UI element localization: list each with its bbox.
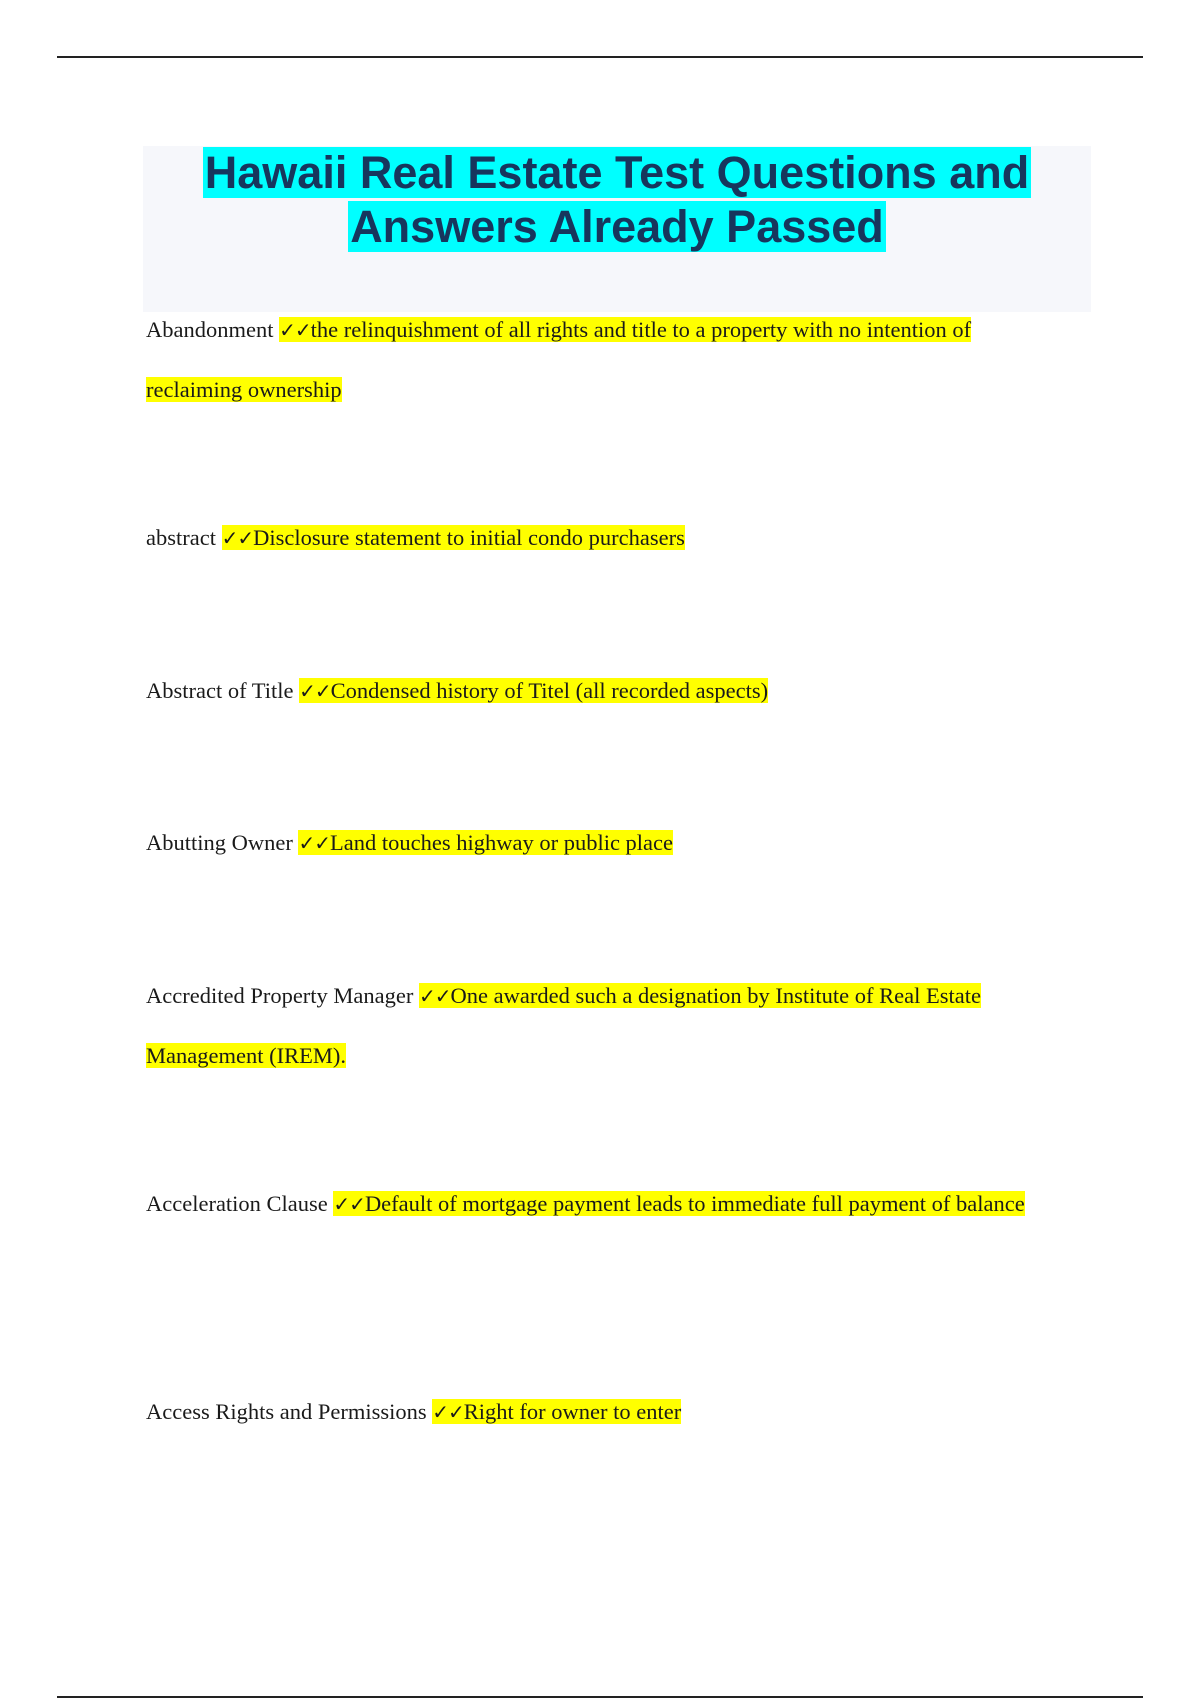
check-mark-icon: ✓✓	[333, 1192, 365, 1216]
title-line-1: Hawaii Real Estate Test Questions and	[204, 147, 1030, 198]
entry-term: Abutting Owner	[146, 830, 293, 855]
entry-answer-text: Right for owner to enter	[463, 1399, 682, 1424]
glossary-entry	[146, 300, 1066, 420]
entry-answer-text: Default of mortgage payment leads to immediate full payment of balance	[364, 1191, 1025, 1216]
footer-rule	[57, 1696, 1143, 1698]
check-mark-icon: ✓✓	[299, 679, 331, 703]
entry-answer-text: Land touches highway or public place	[330, 830, 674, 855]
entry-answer	[333, 1191, 1024, 1216]
glossary-entry	[146, 1174, 1066, 1234]
header-rule	[57, 56, 1143, 58]
entry-term: Abstract of Title	[146, 678, 294, 703]
page-title	[143, 146, 1091, 254]
glossary-entry	[146, 1382, 1066, 1442]
title-block	[143, 146, 1091, 312]
glossary-entry	[146, 966, 1066, 1086]
entry-answer-text: Disclosure statement to initial condo purchasers	[253, 525, 685, 550]
entry-term: Access Rights and Permissions	[146, 1399, 427, 1424]
check-mark-icon: ✓✓	[298, 831, 330, 855]
entry-term: Abandonment	[146, 317, 274, 342]
title-line-2: Answers Already Passed	[350, 201, 884, 252]
check-mark-icon: ✓✓	[279, 318, 311, 342]
entry-answer-text: Condensed history of Titel (all recorded aspects)	[330, 678, 769, 703]
entry-term: abstract	[146, 525, 216, 550]
glossary-entry	[146, 661, 1066, 721]
entry-answer	[298, 830, 673, 855]
check-mark-icon: ✓✓	[419, 984, 451, 1008]
entry-answer	[432, 1399, 681, 1424]
entry-term: Accredited Property Manager	[146, 983, 414, 1008]
entry-answer-text: the relinquishment of all rights and title to a property with no intention of reclaiming ownership	[146, 317, 972, 402]
entry-answer	[222, 525, 685, 550]
check-mark-icon: ✓✓	[221, 526, 254, 550]
glossary-entry	[146, 508, 1066, 568]
entry-term: Acceleration Clause	[146, 1191, 328, 1216]
entry-answer	[299, 678, 768, 703]
check-mark-icon: ✓✓	[432, 1400, 464, 1424]
glossary-entry	[146, 813, 1066, 873]
entry-answer-text: One awarded such a designation by Institute of Real Estate Management (IREM).	[146, 983, 981, 1068]
